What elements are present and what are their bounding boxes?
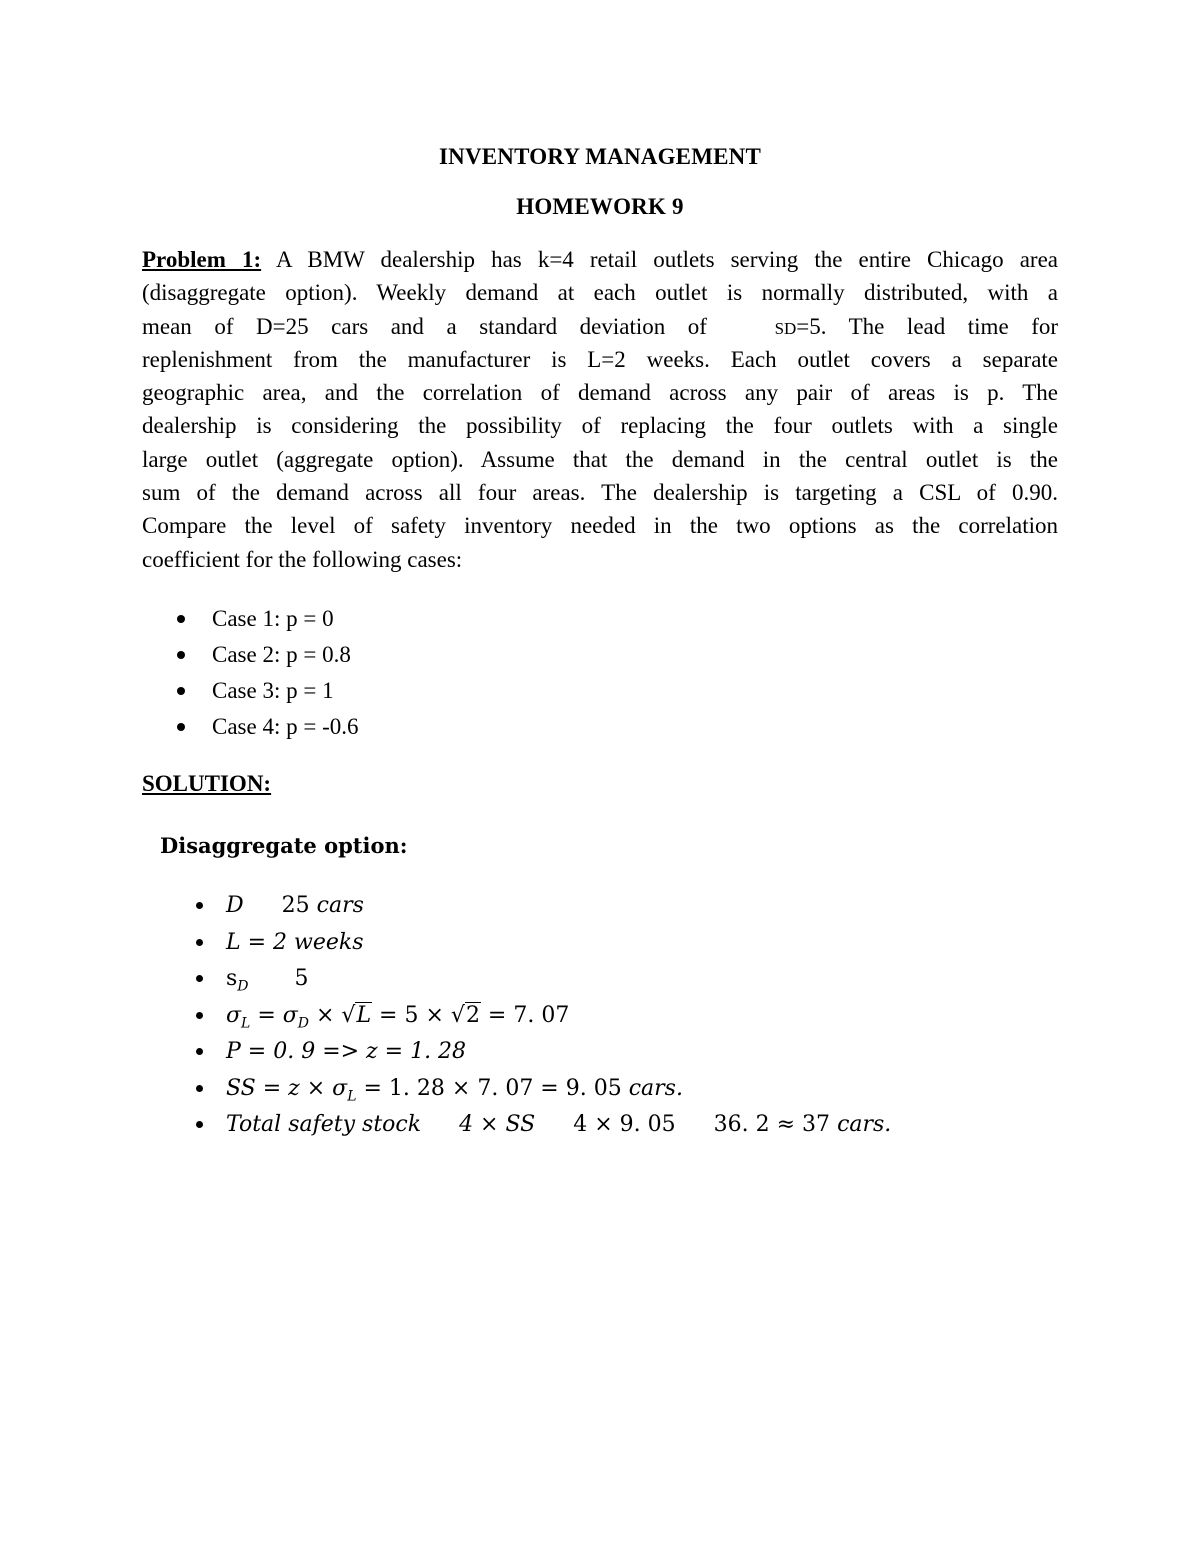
solution-heading: SOLUTION: bbox=[142, 771, 272, 796]
problem-line: dealership is considering the possibility of replacing the four outlets with a single bbox=[142, 413, 1058, 439]
document-subtitle: HOMEWORK 9 bbox=[516, 194, 684, 219]
sd-symbol: SD bbox=[774, 318, 797, 338]
problem-line: geographic area, and the correlation of demand across any pair of areas is p. The bbox=[142, 380, 1058, 406]
problem-paragraph bbox=[142, 243, 1058, 576]
bullet-icon bbox=[177, 615, 185, 623]
list-item: Case 3: p = 1 bbox=[142, 676, 358, 712]
cases-list bbox=[142, 604, 358, 748]
problem-line: sum of the demand across all four areas. The dealership is targeting a CSL of 0.90. bbox=[142, 480, 1058, 506]
bullet-icon bbox=[196, 1121, 203, 1128]
list-item: $s_D$ 5 bbox=[160, 961, 891, 998]
bullet-icon bbox=[196, 902, 203, 909]
bullet-icon bbox=[177, 651, 185, 659]
list-item: $\sigma_L = \sigma_D \times √L = 5 \times √2 = 7$. 07 bbox=[160, 998, 891, 1035]
bullet-icon bbox=[196, 1048, 203, 1055]
problem-line: Compare the level of safety inventory needed in the two options as the correlation bbox=[142, 513, 1058, 539]
list-item: Total safety stock 4 × SS 4 × 9. 05 36. 2 ≈ 37 cars. bbox=[160, 1107, 891, 1144]
problem-line: replenishment from the manufacturer is L=2 weeks. Each outlet covers a separate bbox=[142, 346, 1058, 372]
document-title: INVENTORY MANAGEMENT bbox=[438, 144, 761, 169]
bullet-icon bbox=[196, 975, 203, 982]
problem-line: large outlet (aggregate option). Assume that the demand in the central outlet is the bbox=[142, 446, 1058, 472]
list-item: Case 4: p = -0.6 bbox=[142, 712, 358, 748]
list-item: Case 2: p = 0.8 bbox=[142, 640, 358, 676]
list-item: D 25 cars bbox=[160, 888, 891, 925]
solution-list bbox=[160, 888, 891, 1144]
problem-line: Problem 1: A BMW dealership has k=4 retail outlets serving the entire Chicago area bbox=[142, 247, 1058, 272]
bullet-icon bbox=[196, 1085, 203, 1092]
bullet-icon bbox=[196, 1012, 203, 1019]
problem-line: (disaggregate option). Weekly demand at each outlet is normally distributed, with a bbox=[142, 280, 1058, 306]
problem-line: coefficient for the following cases: bbox=[142, 546, 463, 572]
problem-line: mean of D=25 cars and a standard deviation of SD=5. The lead time for bbox=[142, 313, 1059, 339]
bullet-icon bbox=[177, 723, 185, 731]
list-item: P = 0. 9 => z = 1. 28 bbox=[160, 1034, 891, 1071]
list-item: SS = $z \times \sigma_L = 1$. 28 × 7. 07 = 9. 05 cars. bbox=[160, 1071, 891, 1108]
problem-label: Problem 1: bbox=[142, 247, 262, 272]
bullet-icon bbox=[177, 687, 185, 695]
disaggregate-heading: Disaggregate option: bbox=[160, 833, 408, 858]
bullet-icon bbox=[196, 939, 203, 946]
list-item: Case 1: p = 0 bbox=[142, 604, 358, 640]
list-item: L = 2 weeks bbox=[160, 925, 891, 962]
